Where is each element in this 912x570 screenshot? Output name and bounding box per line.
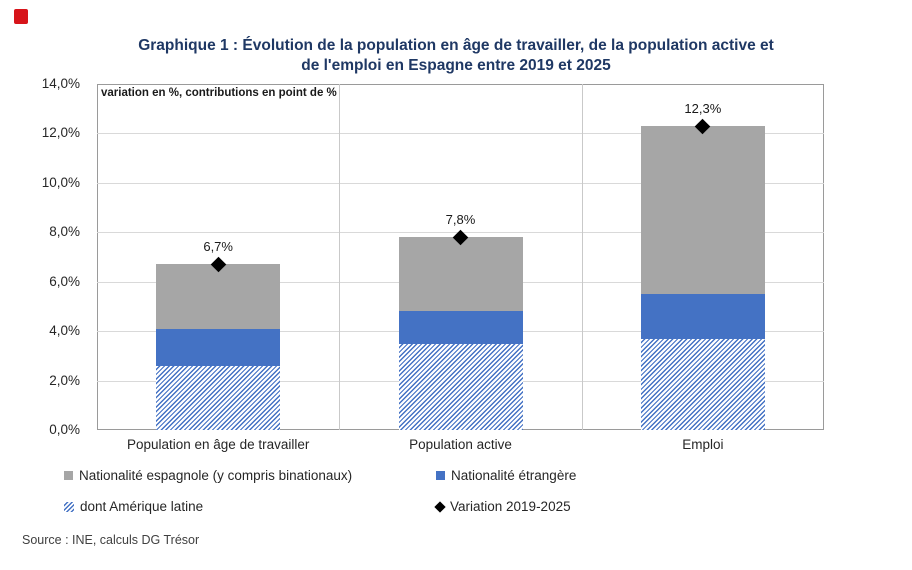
stacked-bar	[156, 264, 280, 430]
legend-label: dont Amérique latine	[80, 499, 204, 514]
bar-segment-hatch	[641, 339, 765, 430]
plot-area	[97, 84, 824, 430]
red-marker-icon	[14, 9, 28, 24]
legend-item-espagnole	[64, 468, 352, 483]
x-category-label: Population en âge de travailler	[126, 437, 310, 452]
gray-square-swatch-icon	[64, 471, 73, 480]
legend-item-etrangere	[436, 468, 576, 483]
chart-title-text: Graphique 1 : Évolution de la population en âge de travailler, de la population active et de l'emploi en Espagne entre 2019 et 2025	[138, 37, 774, 75]
bar-segment-blue	[641, 294, 765, 338]
blue-square-swatch-icon	[436, 471, 445, 480]
black-diamond-swatch-icon	[434, 501, 445, 512]
bar-segment-hatch	[399, 344, 523, 431]
y-tick-label: 2,0%	[49, 372, 80, 388]
bar-segment-gray	[156, 264, 280, 328]
legend-label: Nationalité étrangère	[451, 468, 577, 483]
legend-label: Nationalité espagnole (y compris binationaux)	[79, 468, 353, 483]
y-tick-label: 0,0%	[49, 422, 80, 437]
y-tick-label: 14,0%	[41, 76, 80, 91]
y-tick-label: 8,0%	[49, 224, 80, 240]
y-tick-label: 12,0%	[41, 125, 80, 141]
legend-label: Variation 2019-2025	[450, 499, 571, 514]
category-divider	[582, 84, 583, 430]
chart-title	[0, 36, 912, 77]
bar-segment-gray	[641, 126, 765, 294]
category-divider	[339, 84, 340, 430]
bar-segment-hatch	[156, 366, 280, 430]
legend-item-variation	[436, 499, 571, 514]
variation-value-label: 12,3%	[684, 101, 722, 116]
hatched-square-swatch-icon	[64, 502, 74, 512]
units-annotation: variation en %, contributions en point de %	[101, 87, 337, 99]
y-tick-label: 10,0%	[41, 174, 80, 190]
source-note: Source : INE, calculs DG Trésor	[22, 533, 200, 547]
y-tick-label: 6,0%	[49, 273, 80, 289]
legend-item-amerique-latine	[64, 499, 203, 514]
variation-value-label: 7,8%	[445, 212, 476, 228]
x-category-label: Population active	[409, 437, 512, 452]
bar-segment-blue	[399, 311, 523, 343]
y-tick-label: 4,0%	[49, 323, 80, 339]
bar-segment-blue	[156, 329, 280, 366]
variation-value-label: 6,7%	[203, 239, 233, 255]
stacked-bar	[641, 126, 765, 430]
x-category-label: Emploi	[682, 437, 724, 452]
bar-segment-gray	[399, 237, 523, 311]
stacked-bar	[399, 237, 523, 430]
